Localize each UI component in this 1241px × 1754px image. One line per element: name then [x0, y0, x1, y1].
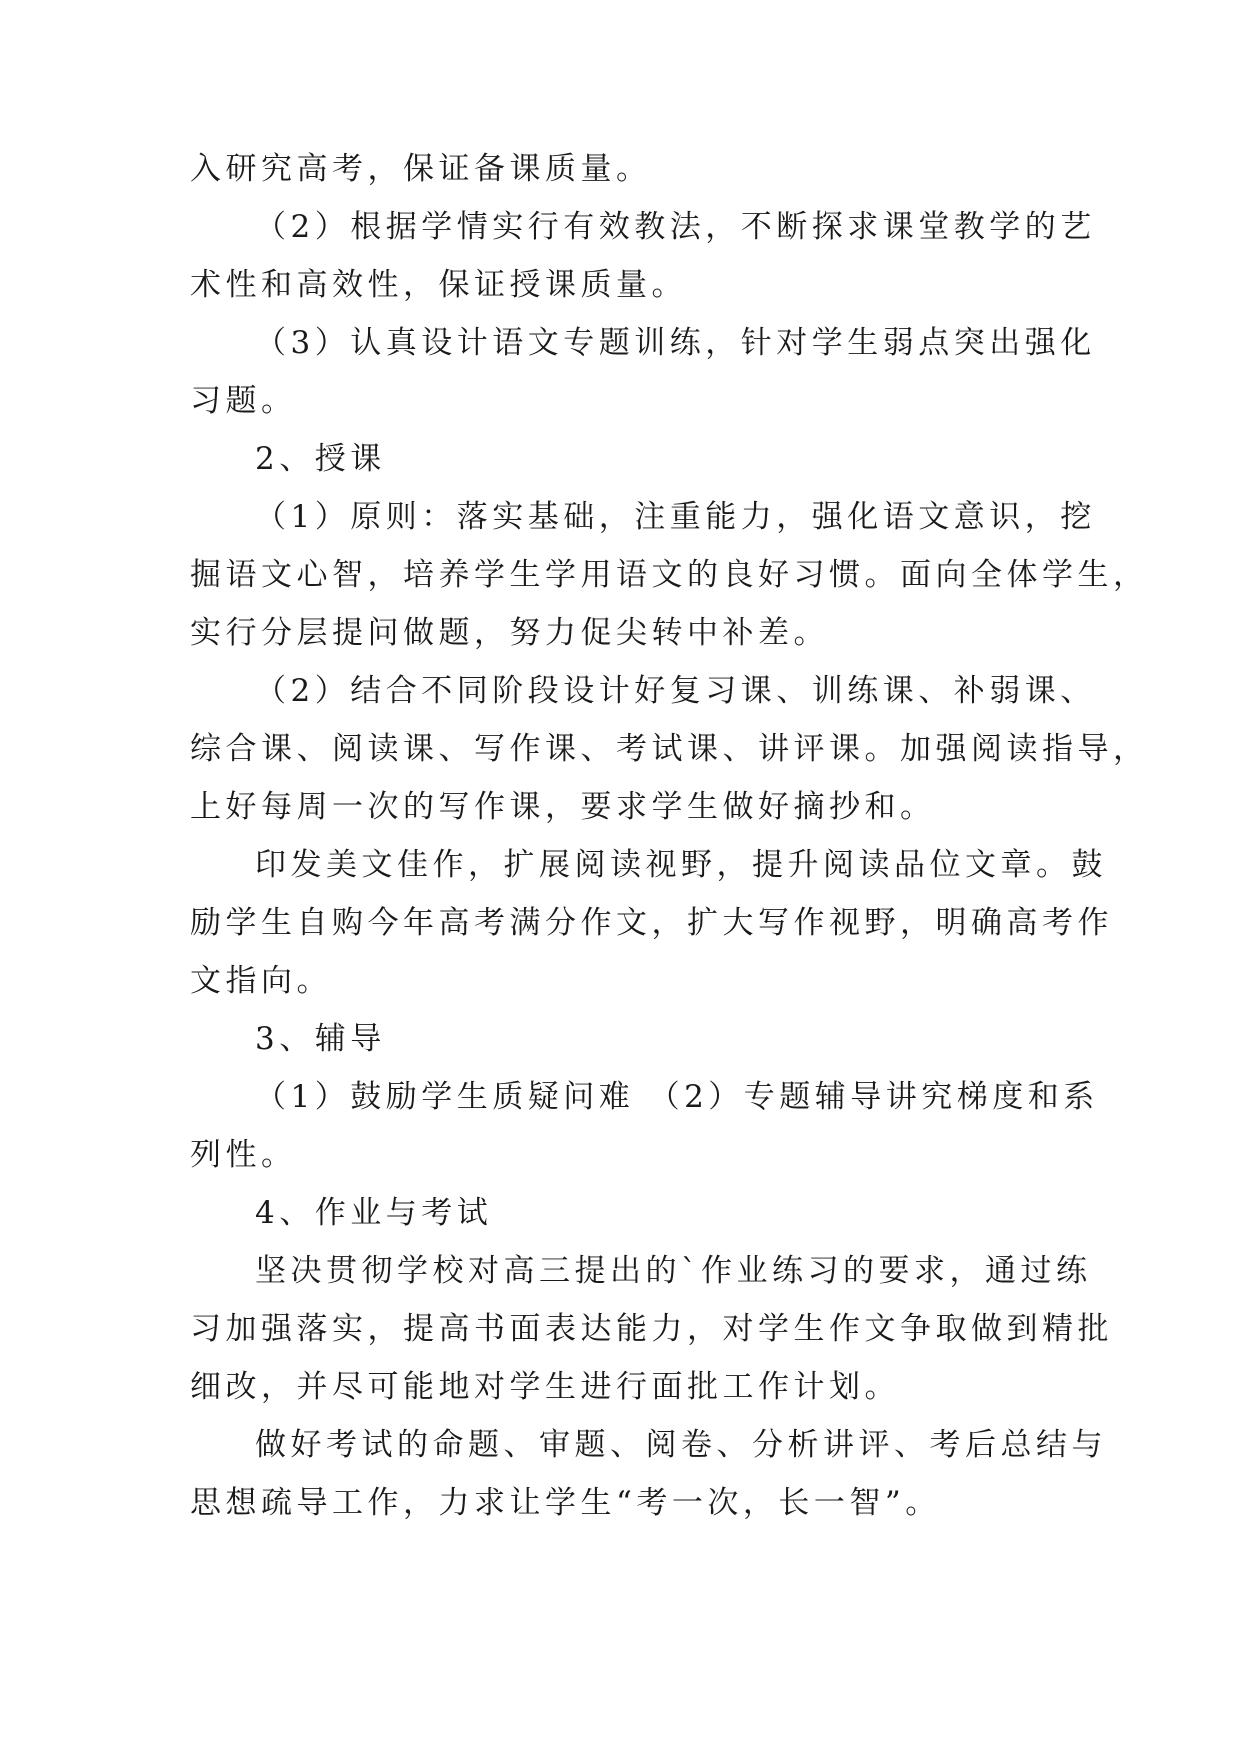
text-line: 掘语文心智，培养学生学用语文的良好习惯。面向全体学生，	[190, 557, 1149, 593]
text-line: 印发美文佳作，扩展阅读视野，提升阅读品位文章。鼓	[255, 847, 1107, 883]
text-line: 文指向。	[190, 963, 332, 999]
section-heading: 3、辅导	[255, 1021, 386, 1057]
text-line: 上好每周一次的写作课，要求学生做好摘抄和。	[190, 789, 936, 825]
text-line: 做好考试的命题、审题、阅卷、分析讲评、考后总结与	[255, 1427, 1107, 1463]
text-line: （2）结合不同阶段设计好复习课、训练课、补弱课、	[255, 673, 1096, 709]
text-line: （1）原则：落实基础，注重能力，强化语文意识，挖	[255, 499, 1096, 535]
text-line: （3）认真设计语文专题训练，针对学生弱点突出强化	[255, 325, 1096, 361]
text-line: （2）根据学情实行有效教法，不断探求课堂教学的艺	[255, 209, 1096, 245]
text-line: 细改，并尽可能地对学生进行面批工作计划。	[190, 1369, 900, 1405]
text-line: 入研究高考，保证备课质量。	[190, 151, 652, 187]
text-line: 习加强落实，提高书面表达能力，对学生作文争取做到精批	[190, 1311, 1113, 1347]
section-heading: 2、授课	[255, 441, 386, 477]
text-line: 思想疏导工作，力求让学生“考一次，长一智”。	[190, 1485, 941, 1521]
text-line: 实行分层提问做题，努力促尖转中补差。	[190, 615, 829, 651]
text-line: 列性。	[190, 1137, 297, 1173]
text-line: 励学生自购今年高考满分作文，扩大写作视野，明确高考作	[190, 905, 1113, 941]
text-line: 综合课、阅读课、写作课、考试课、讲评课。加强阅读指导，	[190, 731, 1149, 767]
text-line: 坚决贯彻学校对高三提出的`作业练习的要求，通过练	[255, 1253, 1092, 1289]
text-line: 术性和高效性，保证授课质量。	[190, 267, 687, 303]
text-line: 习题。	[190, 383, 297, 419]
section-heading: 4、作业与考试	[255, 1195, 493, 1231]
text-line: （1）鼓励学生质疑问难 （2）专题辅导讲究梯度和系	[255, 1079, 1099, 1115]
